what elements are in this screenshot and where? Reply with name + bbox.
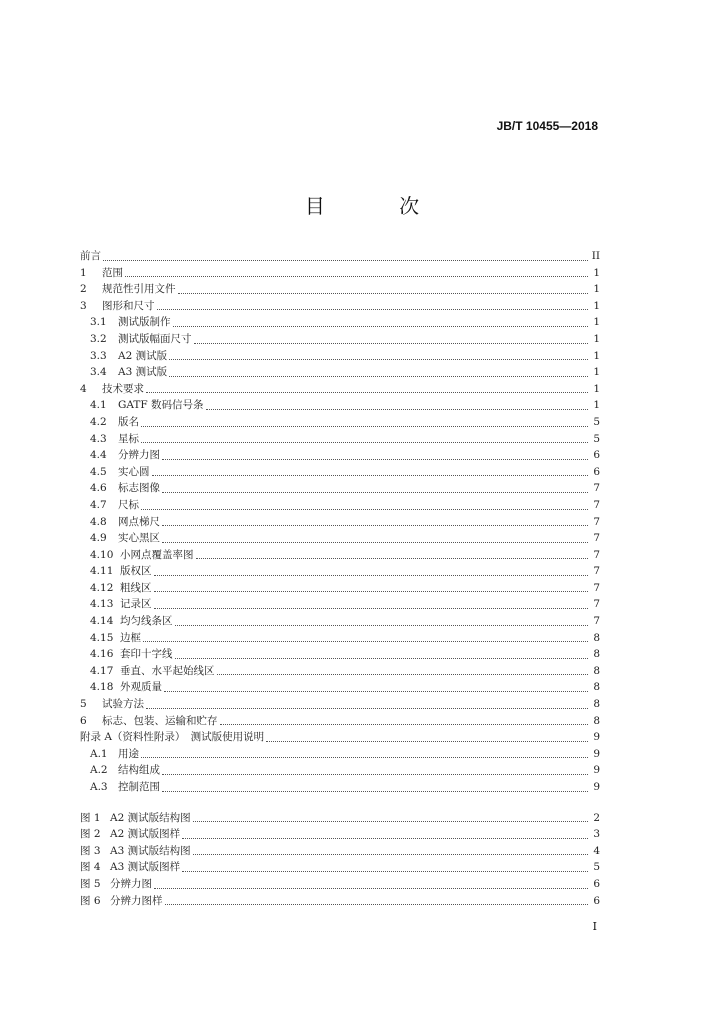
entry-page: 5: [593, 415, 600, 428]
entry-page: 4: [593, 844, 600, 857]
entry-page: 1: [593, 332, 600, 345]
toc-entry[interactable]: [80, 248, 600, 265]
dot-leader: [196, 550, 589, 559]
entry-title: 试验方法: [102, 698, 144, 711]
entry-number: 图 3: [80, 844, 101, 857]
figure-entry[interactable]: [80, 843, 600, 860]
entry-page: 5: [593, 432, 600, 445]
dot-leader: [182, 863, 588, 872]
dot-leader: [162, 451, 588, 460]
dot-leader: [146, 384, 588, 393]
standard-code: JB/T 10455—2018: [496, 119, 598, 133]
entry-page: 1: [593, 382, 600, 395]
entry-page: 9: [593, 781, 600, 793]
entry-page: 7: [593, 598, 600, 611]
entry-page: 6: [593, 465, 600, 478]
entry-title: 测试版制作: [118, 316, 171, 329]
entry-page: II: [591, 250, 600, 262]
entry-number: 4.10: [90, 548, 114, 561]
toc-entry[interactable]: [80, 630, 600, 647]
dot-leader: [162, 783, 588, 792]
toc-entry[interactable]: [80, 447, 600, 464]
entry-title: A3 测试版: [118, 366, 168, 379]
entry-title: A3 测试版图样: [110, 861, 181, 874]
toc-entry[interactable]: [80, 381, 600, 398]
toc-list: [80, 248, 600, 796]
entry-number: 4.1: [90, 399, 107, 412]
entry-number: 2: [80, 283, 87, 296]
entry-title: 测试版幅面尺寸: [118, 332, 192, 345]
entry-number: 4.15: [90, 631, 114, 644]
entry-page: 1: [593, 283, 600, 296]
toc-entry[interactable]: [80, 414, 600, 431]
entry-title: 实心圆: [118, 465, 150, 478]
dot-leader: [206, 401, 588, 410]
toc-entry[interactable]: [80, 547, 600, 564]
entry-title: 版权区: [120, 565, 152, 578]
dot-leader: [162, 766, 588, 775]
entry-title: 小网点覆盖率图: [120, 548, 194, 561]
entry-page: 7: [593, 482, 600, 495]
toc-entry[interactable]: [80, 729, 600, 746]
entry-page: 1: [593, 349, 600, 362]
entry-number: 4.14: [90, 615, 114, 628]
entry-number: 图 2: [80, 828, 101, 841]
entry-page: 1: [593, 266, 600, 279]
entry-page: 1: [593, 366, 600, 379]
entry-number: 4.4: [90, 449, 107, 462]
entry-title: 规范性引用文件: [102, 283, 176, 296]
entry-page: 1: [593, 316, 600, 329]
entry-title: A2 测试版结构图: [110, 811, 191, 824]
figure-entry[interactable]: [80, 893, 600, 910]
entry-page: 6: [593, 894, 600, 907]
entry-title: 套印十字线: [120, 648, 173, 661]
dot-leader: [220, 716, 589, 725]
toc-entry[interactable]: [80, 563, 600, 580]
entry-page: 8: [593, 648, 600, 661]
toc-entry[interactable]: [80, 265, 600, 282]
entry-number: 4.18: [90, 681, 114, 694]
entry-number: 4.3: [90, 432, 107, 445]
entry-number: 4: [80, 382, 87, 395]
entry-number: A.2: [90, 764, 108, 777]
entry-title: GATF 数码信号条: [118, 399, 204, 412]
toc-entry[interactable]: [80, 530, 600, 547]
dot-leader: [266, 733, 588, 742]
entry-title: 附录 A（资料性附录） 测试版使用说明: [80, 731, 265, 744]
dot-leader: [103, 252, 588, 261]
dot-leader: [193, 846, 588, 855]
dot-leader: [164, 683, 588, 692]
dot-leader: [141, 434, 588, 443]
page-number: I: [592, 920, 597, 933]
entry-number: 3.1: [90, 316, 107, 329]
toc-entry[interactable]: [80, 663, 600, 680]
entry-page: 7: [593, 532, 600, 545]
toc-entry[interactable]: [80, 679, 600, 696]
entry-title: 垂直、水平起始线区: [120, 664, 215, 677]
entry-page: 7: [593, 581, 600, 594]
entry-title: 用途: [118, 747, 139, 760]
entry-page: 8: [593, 714, 600, 727]
toc-entry[interactable]: [80, 779, 600, 796]
entry-page: 6: [593, 877, 600, 890]
dot-leader: [146, 700, 588, 709]
toc-entry[interactable]: [80, 464, 600, 481]
entry-title: 分辨力图: [110, 877, 152, 890]
dot-leader: [157, 301, 589, 310]
entry-number: 3.3: [90, 349, 107, 362]
entry-page: 7: [593, 615, 600, 628]
entry-number: 4.8: [90, 515, 107, 528]
toc-entry[interactable]: [80, 696, 600, 713]
toc-entry[interactable]: [80, 713, 600, 730]
dot-leader: [175, 617, 589, 626]
figure-entry[interactable]: [80, 859, 600, 876]
entry-page: 8: [593, 631, 600, 644]
entry-title: 网点梯尺: [118, 515, 160, 528]
entry-page: 7: [593, 498, 600, 511]
entry-number: 6: [80, 714, 87, 727]
entry-title: 尺标: [118, 498, 139, 511]
entry-number: 4.2: [90, 415, 107, 428]
entry-number: 5: [80, 698, 87, 711]
toc-entry[interactable]: [80, 762, 600, 779]
toc-entry[interactable]: [80, 298, 600, 315]
dot-leader: [173, 318, 589, 327]
dot-leader: [141, 418, 588, 427]
dot-leader: [169, 368, 588, 377]
dot-leader: [125, 268, 588, 277]
toc-entry[interactable]: [80, 613, 600, 630]
entry-page: 2: [593, 811, 600, 824]
entry-title: A2 测试版图样: [110, 828, 181, 841]
dot-leader: [178, 285, 589, 294]
entry-title: 标志图像: [118, 482, 160, 495]
entry-number: 4.16: [90, 648, 114, 661]
entry-title: 图形和尺寸: [102, 299, 155, 312]
dot-leader: [193, 813, 588, 822]
toc-entry[interactable]: [80, 331, 600, 348]
entry-title: 标志、包装、运输和贮存: [102, 714, 218, 727]
dot-leader: [182, 830, 588, 839]
entry-number: 图 5: [80, 877, 101, 890]
toc-entry[interactable]: [80, 497, 600, 514]
entry-page: 7: [593, 565, 600, 578]
entry-title: 实心黑区: [118, 532, 160, 545]
entry-title: 边框: [120, 631, 141, 644]
dot-leader: [152, 467, 589, 476]
entry-title: 技术要求: [102, 382, 144, 395]
toc-entry[interactable]: [80, 746, 600, 763]
entry-page: 1: [593, 399, 600, 412]
figure-list: [80, 810, 600, 910]
entry-title: 分辨力图: [118, 449, 160, 462]
entry-title: 前言: [80, 250, 101, 262]
toc-entry[interactable]: [80, 348, 600, 365]
entry-number: 图 6: [80, 894, 101, 907]
dot-leader: [154, 880, 588, 889]
toc-entry[interactable]: [80, 397, 600, 414]
entry-number: 3: [80, 299, 87, 312]
dot-leader: [169, 351, 588, 360]
entry-title: 范围: [102, 266, 123, 279]
entry-page: 9: [593, 731, 600, 744]
entry-number: 4.11: [90, 565, 114, 578]
entry-number: 1: [80, 266, 87, 279]
entry-title: 结构组成: [118, 764, 160, 777]
entry-page: 8: [593, 681, 600, 694]
entry-title: 分辨力图样: [110, 894, 163, 907]
entry-title: 外观质量: [120, 681, 162, 694]
entry-number: A.1: [90, 747, 108, 760]
entry-page: 9: [593, 764, 600, 777]
dot-leader: [141, 501, 588, 510]
dot-leader: [162, 534, 588, 543]
entry-title: 星标: [118, 432, 139, 445]
dot-leader: [154, 600, 589, 609]
figure-entry[interactable]: [80, 876, 600, 893]
dot-leader: [154, 583, 589, 592]
entry-page: 1: [593, 299, 600, 312]
toc-entry[interactable]: [80, 514, 600, 531]
dot-leader: [162, 517, 588, 526]
entry-page: 7: [593, 548, 600, 561]
toc-gap: [80, 796, 600, 810]
entry-page: 8: [593, 698, 600, 711]
toc-entry[interactable]: [80, 580, 600, 597]
toc-entry[interactable]: [80, 646, 600, 663]
entry-number: 图 4: [80, 861, 101, 874]
figure-entry[interactable]: [80, 810, 600, 827]
entry-number: 4.12: [90, 581, 114, 594]
entry-page: 9: [593, 747, 600, 760]
dot-leader: [217, 666, 589, 675]
toc-entry[interactable]: [80, 364, 600, 381]
entry-number: 3.2: [90, 332, 107, 345]
entry-title: A3 测试版结构图: [110, 844, 191, 857]
entry-title: 控制范围: [118, 781, 160, 793]
entry-page: 6: [593, 449, 600, 462]
dot-leader: [143, 633, 588, 642]
entry-number: 4.13: [90, 598, 114, 611]
figure-entry[interactable]: [80, 826, 600, 843]
entry-title: 记录区: [120, 598, 152, 611]
entry-title: 版名: [118, 415, 139, 428]
entry-number: 4.5: [90, 465, 107, 478]
entry-page: 5: [593, 861, 600, 874]
toc-entry[interactable]: [80, 281, 600, 298]
entry-page: 3: [593, 828, 600, 841]
toc-entry[interactable]: [80, 480, 600, 497]
entry-number: 4.9: [90, 532, 107, 545]
entry-title: 粗线区: [120, 581, 152, 594]
entry-page: 8: [593, 664, 600, 677]
dot-leader: [175, 650, 589, 659]
page-title: 目 次: [304, 194, 454, 218]
toc-entry[interactable]: [80, 596, 600, 613]
dot-leader: [165, 896, 589, 905]
toc-entry[interactable]: [80, 314, 600, 331]
entry-page: 7: [593, 515, 600, 528]
entry-title: 均匀线条区: [120, 615, 173, 628]
entry-number: 4.7: [90, 498, 107, 511]
dot-leader: [162, 484, 588, 493]
table-of-contents: [80, 248, 600, 909]
entry-title: A2 测试版: [118, 349, 168, 362]
dot-leader: [194, 335, 589, 344]
entry-number: 3.4: [90, 366, 107, 379]
entry-number: 4.6: [90, 482, 107, 495]
dot-leader: [141, 749, 588, 758]
toc-entry[interactable]: [80, 431, 600, 448]
entry-number: 4.17: [90, 664, 114, 677]
entry-number: 图 1: [80, 811, 101, 824]
entry-number: A.3: [90, 781, 108, 793]
dot-leader: [154, 567, 589, 576]
